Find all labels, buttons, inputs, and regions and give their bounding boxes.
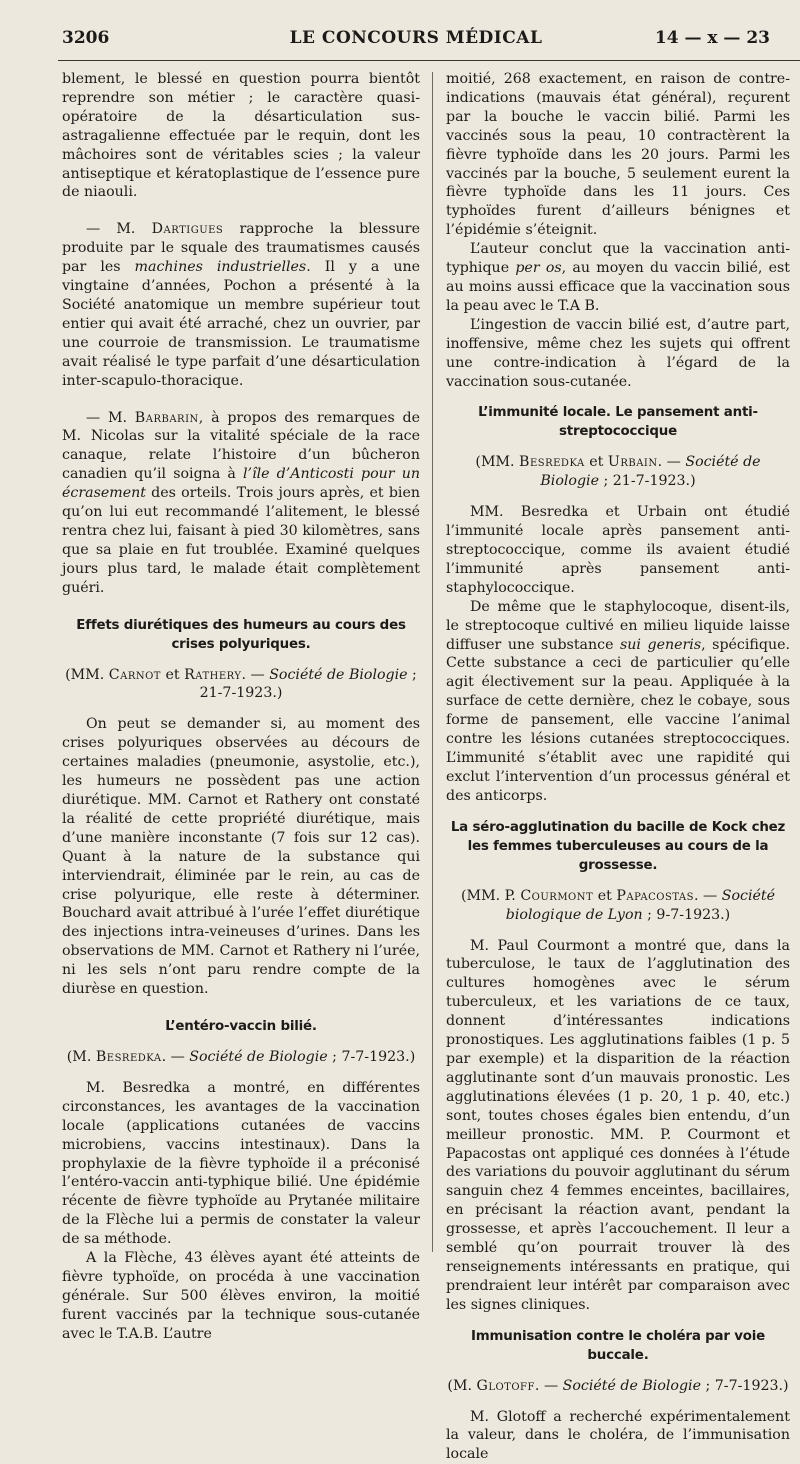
section-title: L’immunité locale. Le pansement anti-streptococcique	[478, 405, 758, 440]
header-rule	[58, 60, 800, 61]
paragraph: L’auteur conclut que la vaccination anti-typhique per os, au moyen du vaccin bilié, est au moins aussi efficace que la vaccination sous la peau avec le T.A B.	[446, 241, 791, 314]
section-title: L’entéro-vaccin bilié.	[165, 1018, 317, 1034]
paragraph: On peut se demander si, au moment des crises polyuriques observées au décours de certaines maladies (pneumonie, asystolie, etc.), les humeurs ne possèdent pas une action diurétique. MM. Carnot et Rathery ont constaté la réalité de cette propriété diurétique, mais d’une manière inconstante (7 fois sur 12 cas). Quant à la nature de la substance qui interviendrait, éliminée par le rein, au cas de crise polyurique, elle reste à déterminer. Bouchard avait attribué à l’urée l’effet diurétique des injections intra-veineuses d’urines. Dans les observations de MM. Carnot et Rathery ni l’urée, ni les sels n’ont paru rendre compte de la diurèse en question.	[62, 716, 420, 998]
left-column	[62, 70, 420, 1344]
paragraph: M. Glotoff a recherché expérimentalement la valeur, dans le choléra, de l’immunisation locale	[446, 1408, 790, 1463]
paragraph: A la Flèche, 43 élèves ayant été atteints de fièvre typhoïde, on procéda à une vaccination générale. Sur 500 élèves environ, la moitié furent vaccinés par la technique sous-cutanée avec le T.A.B. L’autre	[62, 1250, 420, 1342]
section-reference: (MM. Besredka et Urbain. — Société de Biologie ; 21-7-1923.)	[475, 454, 761, 490]
journal-title: LE CONCOURS MÉDICAL	[289, 28, 543, 48]
right-column	[446, 70, 790, 1464]
paragraph: — M. Dartigues rapproche la blessure produite par le squale des traumatismes causés par les machines industrielles. Il y a une vingtaine d’années, Pochon a présenté à la Société anatomique un membre supérieur tout entier qui avait été arraché, chez un ouvrier, par une courroie de transmission. Le traumatisme avait réalisé le type parfait d’une désarticulation inter-scapulo-thoracique.	[62, 221, 420, 389]
page-number: 3206	[62, 28, 110, 48]
paragraph: M. Paul Courmont a montré que, dans la tuberculose, le taux de l’agglutination des cultures homogènes avec le sérum tuberculeux, et les variations de ce taux, donnent d’intéressantes indications pronostiques. Les agglutinations faibles (1 p. 5 par exemple) et la disparition de la réaction agglutinante sont d’un mauvais pronostic. Les agglutinations élevées (1 p. 20, 1 p. 40, etc.) sont, toutes choses égales bien entendu, d’un meilleur pronostic. MM. P. Courmont et Papacostas ont appliqué ces données à l’étude des variations du pouvoir agglutinant du sérum sanguin chez 4 femmes enceintes, bacillaires, en précisant la réaction avant, pendant la grossesse, et après l’accouchement. Il leur a semblé qu’on pourrait trouver là des renseignements intéressants en pratique, qui prendraient leur intérêt par comparaison avec les signes cliniques.	[446, 937, 790, 1313]
author-name: Dartigues	[151, 221, 224, 238]
paragraph: L’ingestion de vaccin bilié est, d’autre part, inoffensive, même chez les sujets qui offrent une contre-indication à l’égard de la vaccination sous-cutanée.	[446, 316, 790, 390]
issue-date: 14 — x — 23	[654, 28, 770, 48]
paragraph: moitié, 268 exactement, en raison de contre-indications (mauvais état général), reçurent par la bouche le vaccin bilié. Parmi les vaccinés sous la peau, 10 contractèrent la fièvre typhoïde dans les 20 jours. Parmi les vaccinés par la bouche, 5 seulement eurent la fièvre typhoïde dans les 11 jours. Ces typhoïdes furent d’ailleurs bénignes et l’épidémie s’éteignit.	[446, 71, 790, 239]
section-reference: (M. Glotoff. — Société de Biologie ; 7-7-1923.)	[447, 1377, 789, 1394]
paragraph: M. Besredka a montré, en différentes circonstances, les avantages de la vaccination locale (applications cutanées de vaccins microbiens, vaccins intestinaux). Dans la prophylaxie de la fièvre typhoïde il a préconisé l’entéro-vaccin anti-typhique bilié. Une épidémie récente de fièvre typhoïde au Prytanée militaire de la Flèche lui a permis de constater la valeur de sa méthode.	[62, 1079, 420, 1248]
paragraph: blement, le blessé en question pourra bientôt reprendre son métier ; le caractère quasi-opératoire de la désarticulation sus-astragalienne effectuée par le requin, dont les mâchoires sont de véritables scies ; la valeur antiseptique et kératoplastique de l’essence pure de niaouli.	[62, 71, 420, 201]
section-reference: (MM. P. Courmont et Papacostas. — Société biologique de Lyon ; 9-7-1923.)	[461, 887, 775, 923]
section-title: Effets diurétiques des humeurs au cours des crises polyuriques.	[76, 617, 406, 652]
section-title: La séro-agglutination du bacille de Kock chez les femmes tuberculeuses au cours de la grossesse.	[450, 819, 786, 873]
section-reference: (M. Besredka. — Société de Biologie ; 7-7-1923.)	[66, 1048, 416, 1065]
author-name: Barbarin	[134, 409, 199, 426]
section-reference: (MM. Carnot et Rathery. — Société de Biologie ; 21-7-1923.)	[65, 666, 417, 702]
section-title: Immunisation contre le choléra par voie buccale.	[470, 1328, 766, 1363]
paragraph: — M. Barbarin, à propos des remarques de M. Nicolas sur la vitalité spéciale de la race canaque, relate l’histoire d’un bûcheron canadien qu’il soigna à l’île d’Anticosti pour un écrasement des orteils. Trois jours après, et bien qu’on lui eut recommandé l’alitement, le blessé rentra chez lui, faisant à pied 30 kilomètres, sans que sa plaie en fut troublée. Examiné quelques jours plus tard, le malade était complètement guéri.	[62, 409, 420, 596]
running-header	[62, 28, 770, 58]
column-divider	[432, 72, 433, 1252]
paragraph: MM. Besredka et Urbain ont étudié l’immunité locale après pansement anti-streptococcique, comme ils avaient étudié l’immunité après pansement anti-staphylococcique.	[446, 504, 790, 596]
paragraph: De même que le staphylocoque, disent-ils, le streptocoque cultivé en milieu liquide laisse diffuser une substance sui generis, spécifique. Cette substance a ceci de particulier qu’elle agit électivement sur la peau. Appliquée à la surface de cette dernière, chez le cobaye, sous forme de pansement, elle vaccine l’animal contre les lésions cutanées streptococciques. L’immunité s’établit avec une rapidité qui exclut l’intervention d’un processus général et des anticorps.	[446, 598, 790, 804]
